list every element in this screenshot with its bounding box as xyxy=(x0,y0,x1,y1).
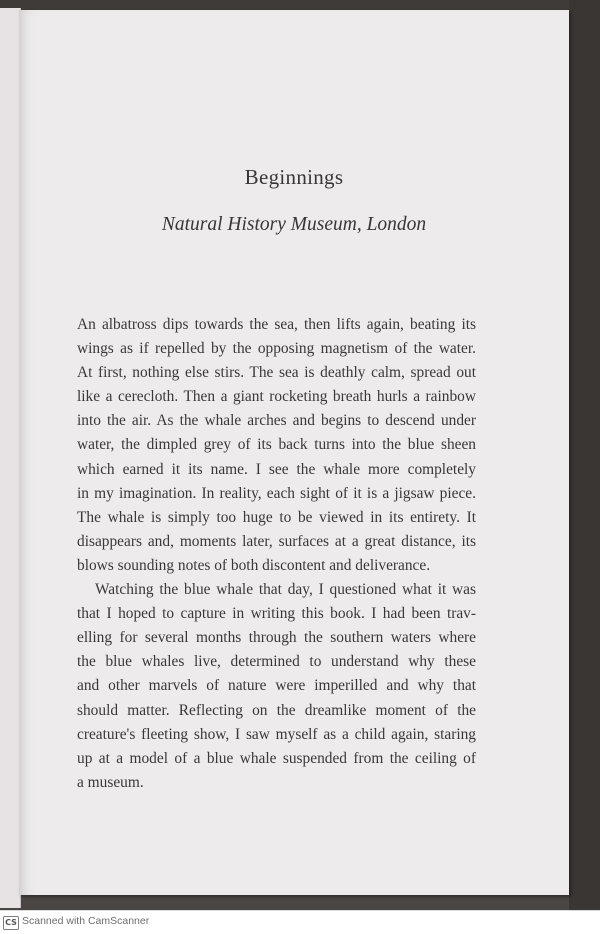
facing-page-edge xyxy=(0,8,21,908)
background-desk-right xyxy=(569,0,600,910)
text-line: The whale is simply too huge to be viewed in its entirety. It xyxy=(77,508,476,526)
text-line: the blue whales live, determined to understand why these xyxy=(77,653,476,671)
text-line: elling for several months through the southern waters where xyxy=(77,629,476,647)
text-line: should matter. Reflecting on the dreamlike moment of the xyxy=(77,701,476,719)
text-line: and other marvels of nature were imperilled and why that xyxy=(77,677,476,695)
scanner-watermark-text: Scanned with CamScanner xyxy=(22,915,150,927)
text-line: which earned it its name. I see the whale more completely xyxy=(77,460,476,478)
text-line: like a cerecloth. Then a giant rocketing breath hurls a rainbow xyxy=(77,388,476,406)
text-line: a museum. xyxy=(77,773,144,791)
text-line: up at a model of a blue whale suspended from the ceiling of xyxy=(77,749,476,767)
chapter-subtitle: Natural History Museum, London xyxy=(161,214,427,235)
text-line: in my imagination. In reality, each sight of it is a jigsaw piece. xyxy=(77,484,476,502)
paragraph-1 xyxy=(77,313,476,578)
text-line: that I hoped to capture in writing this book. I had been trav- xyxy=(77,605,476,623)
chapter-title: Beginnings xyxy=(244,165,344,189)
text-line: wings as if repelled by the opposing magnetism of the water. xyxy=(77,340,476,358)
text-line: At first, nothing else stirs. The sea is deathly calm, spread out xyxy=(77,364,476,382)
text-line: water, the dimpled grey of its back turns into the blue sheen xyxy=(77,436,476,454)
text-line: blows sounding notes of both discontent and deliverance. xyxy=(77,556,431,574)
text-line: An albatross dips towards the sea, then lifts again, beating its xyxy=(77,316,476,333)
body-text xyxy=(77,313,476,795)
text-line: Watching the blue whale that day, I questioned what it was xyxy=(95,581,476,599)
text-line: creature's fleeting show, I saw myself as a child again, staring xyxy=(77,725,476,743)
camscanner-logo-icon: CS xyxy=(3,916,19,930)
paragraph-2 xyxy=(77,578,476,795)
text-line: into the air. As the whale arches and begins to descend under xyxy=(77,412,476,430)
text-line: disappears and, moments later, surfaces at a great distance, its xyxy=(77,532,476,550)
book-page xyxy=(19,10,569,895)
scanner-watermark-bar xyxy=(0,910,600,934)
